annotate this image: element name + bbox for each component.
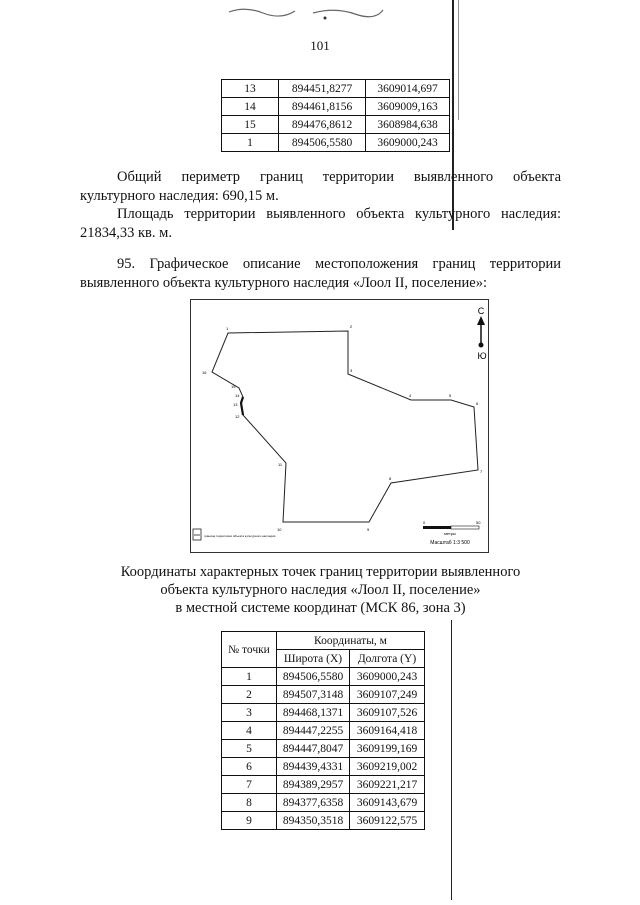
perimeter-line-1: Общий периметр границ территории выявленного объекта — [117, 169, 562, 185]
map-point-label: 14 — [235, 393, 240, 398]
longitude-cell: 3609000,243 — [350, 668, 425, 686]
area-line-1: Площадь территории выявленного объекта культурного наследия: — [117, 206, 561, 222]
latitude-cell: 894451,8277 — [279, 80, 366, 98]
point-number-cell: 7 — [222, 776, 277, 794]
longitude-cell: 3609107,526 — [350, 704, 425, 722]
longitude-cell: 3609221,217 — [350, 776, 425, 794]
map-point-label: 16 — [202, 370, 207, 375]
section-95-paragraph — [80, 255, 561, 293]
map-point-label: 10 — [277, 527, 282, 532]
table-row — [222, 722, 425, 740]
map-point-label: 9 — [367, 527, 370, 532]
boundary-map-drawing — [191, 300, 488, 552]
section-line-2: выявленного объекта культурного наследия «Лоол II, поселение»: — [80, 275, 487, 291]
latitude-cell: 894507,3148 — [277, 686, 350, 704]
scale-tick-50: 50 — [476, 520, 481, 525]
map-point-label: 4 — [409, 393, 412, 398]
longitude-cell: 3609009,163 — [366, 98, 450, 116]
map-point-label: 13 — [233, 402, 238, 407]
perimeter-paragraph — [80, 168, 561, 206]
table-row — [222, 812, 425, 830]
map-point-label: 6 — [476, 401, 479, 406]
coordinates-table-continued — [221, 79, 450, 152]
table-row — [222, 758, 425, 776]
legend-text: граница территории объекта культурного наследия — [204, 534, 276, 538]
table-row — [222, 704, 425, 722]
table-row — [222, 80, 450, 98]
north-label: С — [477, 306, 485, 316]
caption-line-3: в местной системе координат (МСК 86, зона 3) — [175, 600, 466, 616]
header-point-number: № точки — [222, 632, 277, 668]
latitude-cell: 894377,6358 — [277, 794, 350, 812]
point-number-cell: 13 — [222, 80, 279, 98]
scale-tick-0: 0 — [423, 520, 426, 525]
area-paragraph — [80, 205, 561, 243]
latitude-cell: 894468,1371 — [277, 704, 350, 722]
point-number-cell: 2 — [222, 686, 277, 704]
latitude-cell: 894476,8612 — [279, 116, 366, 134]
point-number-cell: 15 — [222, 116, 279, 134]
boundary-dense-segment — [241, 397, 243, 415]
longitude-cell: 3608984,638 — [366, 116, 450, 134]
map-point-label: 2 — [350, 324, 353, 329]
page-number: 101 — [310, 38, 330, 53]
longitude-cell: 3609199,169 — [350, 740, 425, 758]
table-row — [222, 116, 450, 134]
table-row — [222, 740, 425, 758]
header-longitude: Долгота (Y) — [350, 650, 425, 668]
header-coordinates: Координаты, м — [277, 632, 425, 650]
longitude-cell: 3609014,697 — [366, 80, 450, 98]
map-point-label: 5 — [449, 393, 452, 398]
perimeter-line-2: культурного наследия: 690,15 м. — [80, 188, 279, 204]
section-line-1: 95. Графическое описание местоположения границ территории — [117, 256, 561, 272]
north-arrow-icon — [477, 316, 485, 348]
map-point-label: 12 — [235, 414, 240, 419]
map-point-label: 3 — [350, 368, 353, 373]
area-line-2: 21834,33 кв. м. — [80, 225, 172, 241]
point-number-cell: 3 — [222, 704, 277, 722]
scale-label: Масштаб 1:3 500 — [430, 540, 470, 546]
caption-line-2: объекта культурного наследия «Лоол II, поселение» — [160, 582, 481, 598]
point-number-cell: 9 — [222, 812, 277, 830]
longitude-cell: 3609143,679 — [350, 794, 425, 812]
boundary-map — [190, 299, 489, 553]
scan-vertical-line — [451, 620, 452, 900]
point-number-cell: 1 — [222, 134, 279, 152]
caption-line-1: Координаты характерных точек границ территории выявленного — [120, 564, 521, 580]
header-latitude: Широта (X) — [277, 650, 350, 668]
boundary-polygon — [212, 331, 478, 522]
scan-noise — [225, 4, 385, 20]
map-point-label: 7 — [480, 469, 483, 474]
point-number-cell: 1 — [222, 668, 277, 686]
point-number-cell: 8 — [222, 794, 277, 812]
latitude-cell: 894447,2255 — [277, 722, 350, 740]
table-row — [222, 794, 425, 812]
map-legend — [193, 529, 276, 540]
coordinates-table — [221, 631, 425, 830]
point-number-cell: 6 — [222, 758, 277, 776]
table-row — [222, 134, 450, 152]
latitude-cell: 894350,3518 — [277, 812, 350, 830]
table-row — [222, 98, 450, 116]
point-number-cell: 4 — [222, 722, 277, 740]
map-point-label: 8 — [389, 476, 392, 481]
latitude-cell: 894439,4331 — [277, 758, 350, 776]
latitude-cell: 894461,8156 — [279, 98, 366, 116]
longitude-cell: 3609219,002 — [350, 758, 425, 776]
latitude-cell: 894389,2957 — [277, 776, 350, 794]
table-row — [222, 668, 425, 686]
map-point-label: 15 — [231, 384, 236, 389]
scan-noise-marks — [225, 4, 385, 20]
table-row — [222, 776, 425, 794]
point-number-cell: 14 — [222, 98, 279, 116]
longitude-cell: 3609164,418 — [350, 722, 425, 740]
scale-bar — [423, 520, 481, 546]
point-number-cell: 5 — [222, 740, 277, 758]
longitude-cell: 3609122,575 — [350, 812, 425, 830]
longitude-cell: 3609000,243 — [366, 134, 450, 152]
coordinates-caption — [80, 563, 561, 617]
scan-vertical-line — [458, 0, 459, 120]
south-label: Ю — [477, 351, 487, 361]
latitude-cell: 894447,8047 — [277, 740, 350, 758]
map-point-label: 11 — [278, 462, 283, 467]
latitude-cell: 894506,5580 — [279, 134, 366, 152]
latitude-cell: 894506,5580 — [277, 668, 350, 686]
table-row — [222, 686, 425, 704]
scale-unit: метры — [444, 531, 456, 536]
map-point-label: 1 — [226, 326, 229, 331]
longitude-cell: 3609107,249 — [350, 686, 425, 704]
